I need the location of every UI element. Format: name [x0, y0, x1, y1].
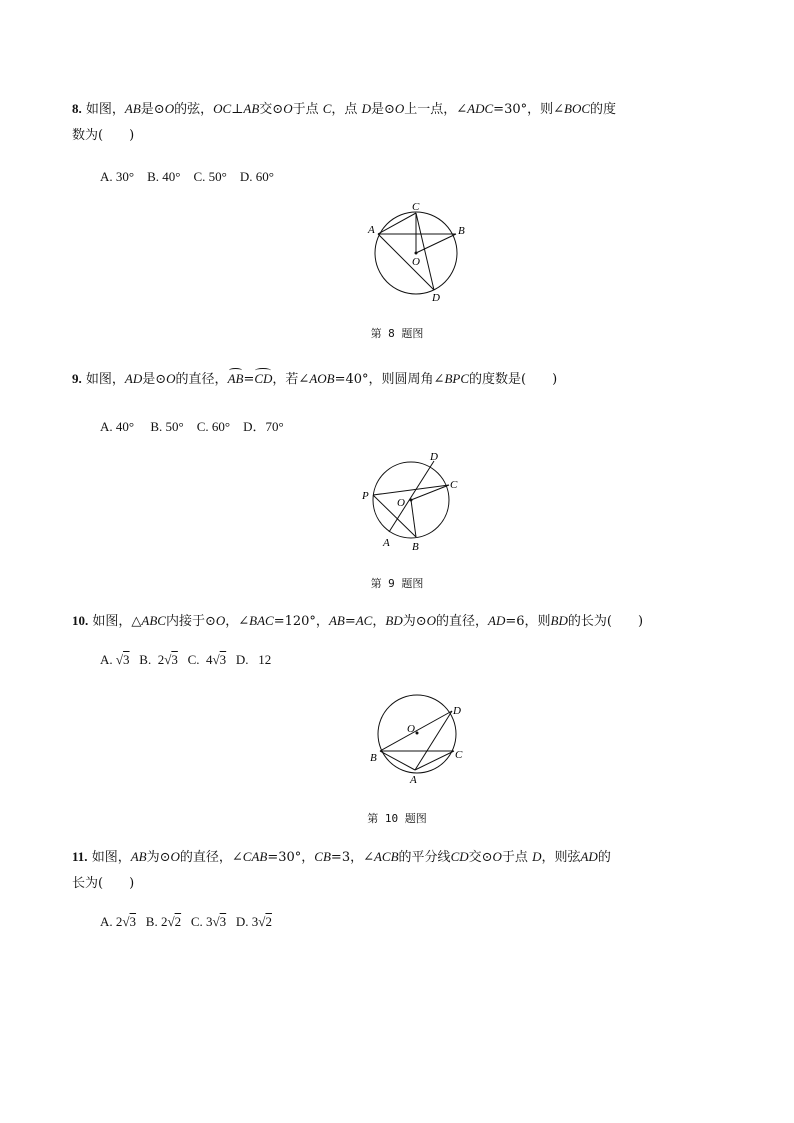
q10-option-b-label: B.: [139, 652, 152, 667]
q9-arc-cd: CD: [254, 371, 273, 386]
q11-option-b-label: B. 2: [145, 914, 168, 929]
q10-text: 的长为( ): [567, 614, 644, 629]
q11-text: 的: [597, 850, 611, 865]
q11-number: 11.: [72, 849, 88, 864]
q8-var: O: [283, 101, 293, 116]
q9-stem: [72, 370, 557, 389]
q8-text: ，点: [331, 102, 358, 117]
q8-var: AB: [124, 101, 141, 116]
q8-figure: [360, 198, 480, 308]
q10-var: BAC: [249, 613, 274, 628]
q9-text: 的度数是( ): [469, 372, 558, 387]
q8-text: 的度: [590, 102, 617, 117]
q10-caption: 第 10 题图: [367, 812, 427, 825]
q10-label-d: D: [453, 705, 461, 717]
q10-figure: [365, 690, 475, 790]
q10-option-a-value: 3: [123, 652, 130, 667]
q10-text: 内接于⊙: [165, 614, 216, 629]
q10-text: =6，则: [505, 614, 551, 629]
q9-text: ，若∠: [272, 372, 310, 387]
q10-var: AC: [355, 613, 373, 628]
q10-option-a-label: A.: [100, 652, 113, 667]
q11-option-c-value: 3: [219, 914, 227, 929]
q9-var: O: [166, 371, 176, 386]
q10-text: 如图，△: [92, 614, 142, 629]
q10-var: BD: [550, 613, 568, 628]
q10-text: ，: [372, 614, 386, 629]
q9-text: =: [243, 372, 255, 387]
q8-text: 如图，: [85, 102, 125, 117]
q10-var: AD: [488, 613, 506, 628]
q9-label-d: D: [430, 451, 438, 463]
q9-label-a: A: [383, 537, 390, 549]
q10-diameter-bd: [380, 711, 452, 751]
q9-text: 是⊙: [142, 372, 167, 387]
q11-text: 如图，: [91, 850, 131, 865]
q10-text: 为⊙: [402, 614, 427, 629]
q11-text: 为⊙: [146, 850, 171, 865]
q8-center-dot: [415, 252, 418, 255]
q11-var: O: [170, 849, 180, 864]
q11-option-d-value: 2: [265, 914, 272, 929]
q11-var: CAB: [242, 849, 268, 864]
q11-option-c-label: C. 3: [190, 914, 213, 929]
q8-text: ⊥: [231, 102, 244, 117]
q10-options: A. √3 B. 2√3 C. 4√3 D. 12: [100, 652, 272, 667]
q8-text: 上一点，∠: [404, 102, 468, 117]
q9-text: 如图，: [85, 372, 125, 387]
q8-var: D: [361, 101, 371, 116]
q11-var: CB: [314, 849, 331, 864]
q8-var: C: [322, 101, 332, 116]
q11-var: O: [492, 849, 502, 864]
q11-text: 交⊙: [468, 850, 493, 865]
q9-number: 9.: [72, 371, 82, 386]
q9-figure: [355, 450, 475, 560]
q8-caption: 第 8 题图: [370, 327, 424, 340]
q11-var: D: [532, 849, 542, 864]
q8-label-o: O: [412, 256, 420, 268]
q10-option-c-label: C.: [187, 652, 200, 667]
q10-label-a: A: [410, 774, 417, 786]
q8-text: 于点: [292, 102, 319, 117]
q10-var: ABC: [141, 613, 166, 628]
q10-option-c-coef: 4: [206, 652, 213, 667]
q8-stem-line2: 数为( ): [72, 128, 135, 143]
q8-stem-line1: [72, 100, 616, 119]
q11-option-d-label: D. 3: [235, 914, 259, 929]
q8-text: 的弦，: [174, 102, 214, 117]
q11-text: 的直径，∠: [179, 850, 243, 865]
q10-option-b-coef: 2: [157, 652, 165, 667]
q8-text: 是⊙: [370, 102, 395, 117]
q8-number: 8.: [72, 101, 82, 116]
q11-text: 的平分线: [398, 850, 451, 865]
q10-var: O: [215, 613, 226, 628]
q8-var: ADC: [467, 101, 494, 116]
q8-var: OC: [213, 101, 232, 116]
q11-text: =30°，: [267, 850, 315, 865]
q11-var: AB: [130, 849, 147, 864]
q10-segment-ba: [380, 751, 415, 770]
q9-label-p: P: [362, 490, 369, 502]
q10-option-c-value: 3: [219, 652, 227, 667]
q11-var: CD: [450, 849, 469, 864]
q11-text: 于点: [501, 850, 528, 865]
q9-center-dot: [410, 499, 413, 502]
q8-label-b: B: [458, 225, 465, 237]
q8-label-a: A: [368, 224, 375, 236]
q10-center-dot: [416, 732, 419, 735]
q8-var: O: [164, 101, 175, 116]
q11-option-b-value: 2: [174, 914, 182, 929]
q9-segment-pb: [373, 495, 416, 537]
q11-var: ACB: [373, 849, 399, 864]
q10-option-d-label: D.: [235, 652, 249, 667]
q8-text: =30°，则∠: [493, 102, 564, 117]
q11-options: A. 2√3 B. 2√2 C. 3√3 D. 3√2: [100, 914, 272, 929]
q11-option-a-label: A. 2: [100, 914, 123, 929]
q8-var: O: [394, 101, 405, 116]
q10-text: =: [344, 614, 356, 629]
q10-text: =120°，: [273, 614, 329, 629]
q9-var: BPC: [444, 371, 469, 386]
q10-stem: [72, 612, 643, 631]
q10-label-c: C: [455, 749, 463, 761]
q9-caption: 第 9 题图: [370, 577, 424, 590]
q10-option-b-value: 3: [171, 652, 178, 667]
q9-text: 的直径，: [175, 372, 228, 387]
q8-text: 交⊙: [259, 102, 284, 117]
q11-var: AD: [580, 849, 598, 864]
q9-text: =40°，则圆周角∠: [334, 372, 445, 387]
q9-label-b: B: [412, 541, 419, 553]
q9-options: A. 40° B. 50° C. 60° D．70°: [100, 419, 284, 434]
q11-stem-line2: 长为( ): [72, 876, 135, 891]
q9-var: AD: [124, 371, 143, 386]
q9-label-o: O: [397, 497, 405, 509]
q8-var: AB: [243, 101, 260, 116]
q9-label-c: C: [450, 479, 458, 491]
q10-label-b: B: [370, 752, 377, 764]
q10-var: BD: [385, 613, 403, 628]
q11-option-a-value: 3: [129, 914, 137, 929]
q10-var: O: [426, 613, 437, 628]
q10-text: ，∠: [225, 614, 250, 629]
q9-diameter-ad: [389, 461, 434, 532]
q8-label-c: C: [412, 201, 420, 213]
q10-text: 的直径，: [436, 614, 489, 629]
q8-label-d: D: [432, 292, 440, 304]
q8-var: BOC: [564, 101, 590, 116]
q9-segment-ob: [411, 500, 416, 537]
q10-var: AB: [328, 613, 345, 628]
q10-label-o: O: [407, 723, 415, 735]
q8-text: 是⊙: [140, 102, 165, 117]
q11-text: ，则弦: [541, 850, 581, 865]
q9-arc-ab: AB: [227, 371, 244, 386]
q11-stem-line1: [72, 848, 611, 867]
q8-options: A. 30° B. 40° C. 50° D. 60°: [100, 169, 274, 184]
q9-var: AOB: [309, 371, 335, 386]
q10-option-d-value: 12: [258, 652, 272, 667]
q11-text: =3，∠: [330, 850, 374, 865]
q10-number: 10.: [72, 613, 89, 628]
